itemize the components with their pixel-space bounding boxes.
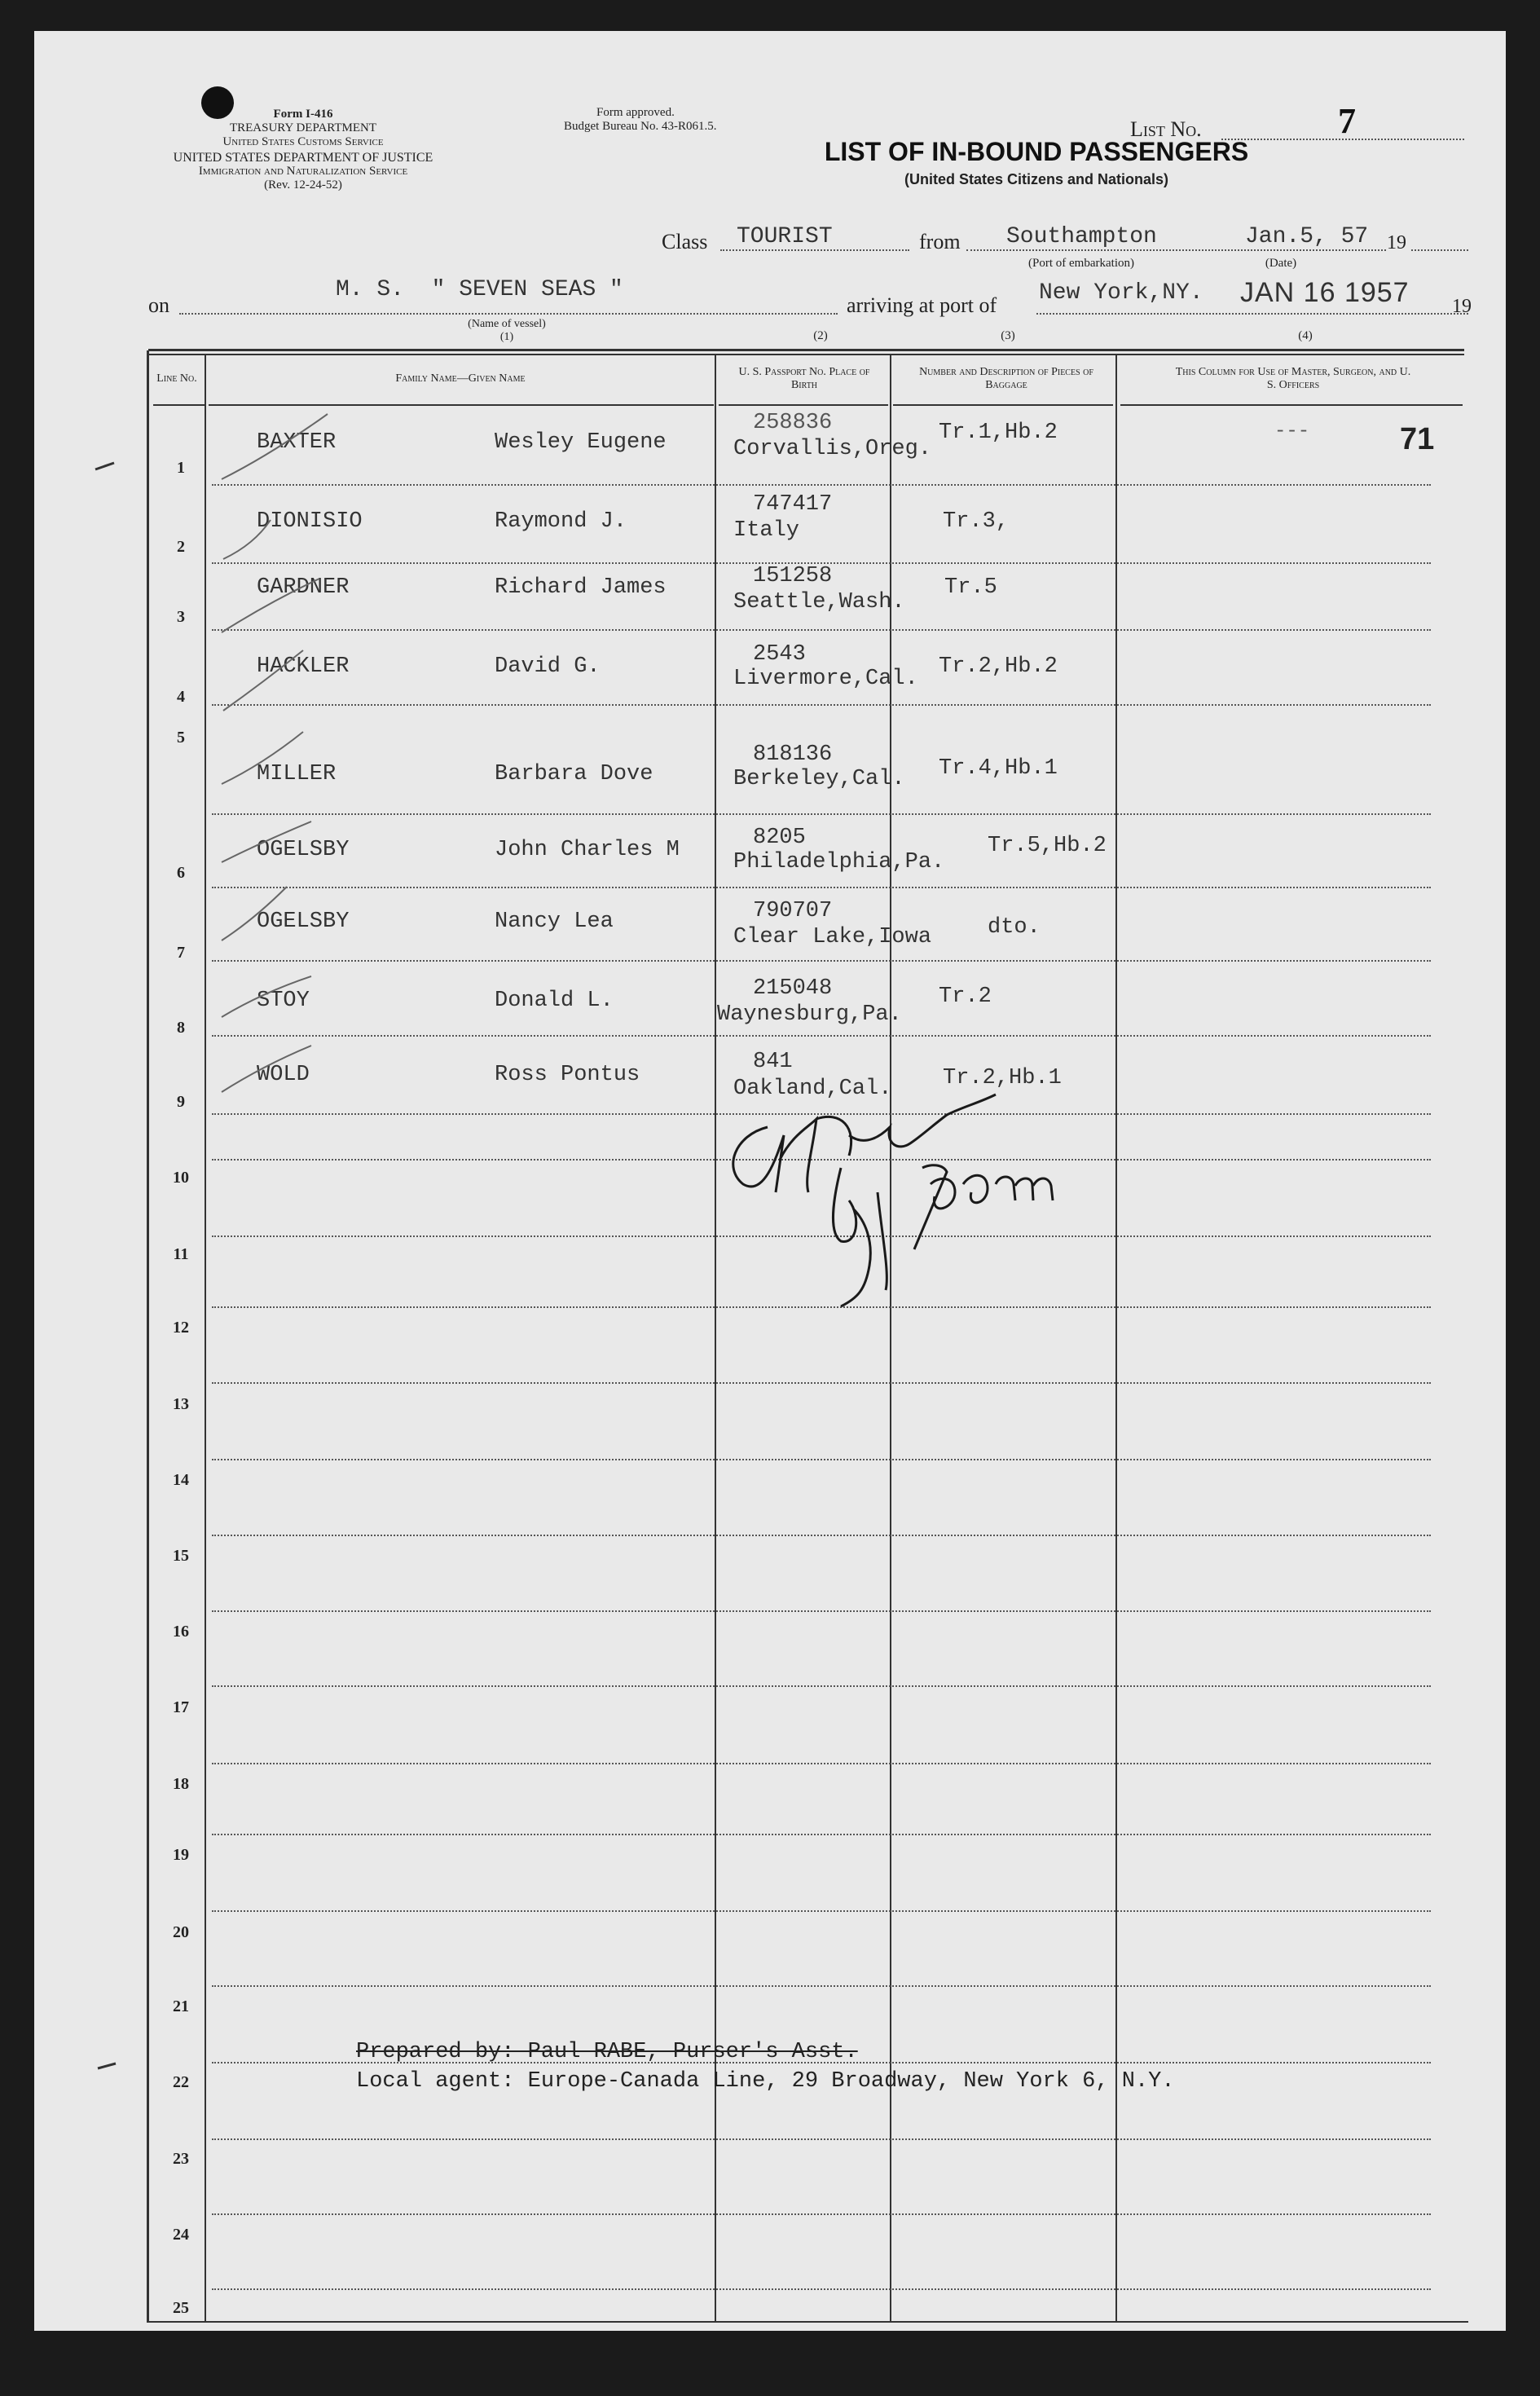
line-number: 2	[177, 538, 185, 556]
arrival-leader	[1036, 313, 1468, 315]
year-prefix-2: 19	[1452, 296, 1472, 317]
arriving-label: arriving at port of	[847, 293, 997, 317]
row-rule	[212, 704, 1431, 706]
ins-label: Immigration and Naturalization Service	[198, 165, 408, 178]
row-rule	[212, 2138, 1431, 2140]
row-rule	[212, 1459, 1431, 1460]
baggage: Tr.3,	[943, 509, 1010, 534]
birthplace: Seattle,Wash.	[733, 590, 905, 614]
year-leader-1	[1411, 249, 1468, 251]
local-agent: Local agent: Europe-Canada Line, 29 Broadway, New York 6, N.Y.	[356, 2069, 1175, 2094]
from-label: from	[919, 230, 961, 253]
col-header-passport: U. S. Passport No. Place of Birth	[738, 366, 870, 391]
list-no-label: List No.	[1130, 117, 1202, 141]
birthplace: Corvallis,Oreg.	[733, 437, 932, 461]
line-number: 22	[173, 2073, 189, 2091]
line-number: 19	[173, 1846, 189, 1864]
given-name: Donald L.	[495, 989, 614, 1013]
given-name: Raymond J.	[495, 509, 627, 534]
handwritten-signature	[719, 1078, 1061, 1315]
col-header-officers: This Column for Use of Master, Surgeon, and U. S. Officers	[1175, 366, 1411, 391]
col-header-baggage: Number and Description of Pieces of Baggage	[919, 366, 1093, 391]
officer-mark: ---	[1274, 421, 1310, 443]
col-header-name: Family Name—Given Name	[395, 372, 526, 385]
line-number: 14	[173, 1471, 189, 1489]
line-number: 21	[173, 1997, 189, 2015]
line-number: 11	[173, 1245, 189, 1263]
line-number: 6	[177, 864, 185, 882]
row-rule	[212, 813, 1431, 815]
agency-block	[132, 108, 474, 192]
treasury-label: TREASURY DEPARTMENT	[229, 121, 377, 134]
budget-label: Budget Bureau No. 43-R061.5.	[564, 120, 717, 133]
port-embarkation: Southampton	[1006, 224, 1157, 249]
vessel-name: M. S. " SEVEN SEAS "	[336, 277, 623, 302]
line-number: 4	[177, 688, 185, 706]
header-rule-4	[893, 404, 1113, 406]
row-rule	[212, 1382, 1431, 1384]
family-name: HACKLER	[257, 654, 350, 679]
passport-number: 747417	[753, 492, 833, 517]
given-name: Barbara Dove	[495, 762, 653, 786]
line-number: 18	[173, 1775, 189, 1793]
row-rule	[212, 2213, 1431, 2215]
family-name: STOY	[257, 989, 310, 1013]
baggage: Tr.2,Hb.1	[943, 1066, 1062, 1090]
passport-number: 2543	[753, 642, 806, 667]
check-marks	[173, 390, 385, 1107]
line-number: 10	[173, 1169, 189, 1187]
baggage: Tr.1,Hb.2	[939, 421, 1058, 445]
class-value: TOURIST	[737, 224, 833, 249]
family-name: MILLER	[257, 762, 337, 786]
on-label: on	[148, 293, 169, 317]
col-header-line-no: Line No.	[156, 372, 197, 385]
birthplace: Oakland,Cal.	[733, 1077, 892, 1101]
baggage: dto.	[988, 915, 1041, 940]
line-number: 20	[173, 1923, 189, 1941]
port-embark-caption: (Port of embarkation)	[1028, 257, 1134, 270]
baggage: Tr.2,Hb.2	[939, 654, 1058, 679]
approved-label: Form approved.	[596, 106, 675, 119]
passport-col-no: (2)	[813, 329, 828, 342]
document-page	[34, 31, 1506, 2331]
family-name: OGELSBY	[257, 838, 350, 862]
line-number: 23	[173, 2150, 189, 2168]
row-rule	[212, 1035, 1431, 1037]
list-number: 7	[1338, 101, 1356, 141]
line-number: 15	[173, 1547, 189, 1565]
year-prefix-1: 19	[1387, 232, 1406, 253]
passport-number: 818136	[753, 742, 833, 767]
line-number: 24	[173, 2226, 189, 2244]
passport-col-rule	[890, 355, 891, 2321]
row-rule	[212, 629, 1431, 631]
from-leader	[966, 249, 1386, 251]
birthplace: Waynesburg,Pa.	[717, 1002, 902, 1027]
given-name: David G.	[495, 654, 601, 679]
given-name: Nancy Lea	[495, 910, 614, 934]
row-rule	[212, 2288, 1431, 2290]
baggage-col-no: (3)	[1001, 329, 1015, 342]
birthplace: Philadelphia,Pa.	[733, 850, 945, 874]
line-number: 16	[173, 1623, 189, 1641]
passport-number: 790707	[753, 899, 833, 923]
baggage-col-rule	[1115, 355, 1117, 2321]
line-number: 12	[173, 1319, 189, 1337]
class-line	[662, 218, 1468, 254]
approval-block	[564, 106, 776, 134]
revision-label: (Rev. 12-24-52)	[264, 178, 342, 192]
vessel-caption	[425, 318, 588, 344]
vessel-line	[148, 277, 1472, 318]
embark-date: Jan.5, 57	[1245, 224, 1369, 249]
justice-label: UNITED STATES DEPARTMENT OF JUSTICE	[173, 151, 433, 165]
birthplace: Livermore,Cal.	[733, 667, 918, 691]
row-rule	[212, 1535, 1431, 1536]
passport-number: 8205	[753, 826, 806, 850]
given-name: Richard James	[495, 575, 667, 600]
arrival-stamp: JAN 16 1957	[1240, 277, 1410, 308]
row-rule	[212, 960, 1431, 962]
line-number: 9	[177, 1093, 185, 1111]
baggage: Tr.2	[939, 984, 992, 1009]
vessel-leader	[179, 313, 838, 315]
birthplace: Berkeley,Cal.	[733, 767, 905, 791]
line-number: 3	[177, 608, 185, 626]
passport-number: 841	[753, 1050, 793, 1074]
baggage: Tr.5,Hb.2	[988, 834, 1107, 858]
birthplace: Clear Lake,Iowa	[733, 925, 932, 949]
table-bottom-rule	[148, 2321, 1468, 2323]
vessel-caption-text: (Name of vessel)	[468, 318, 546, 330]
officers-col-no: (4)	[1298, 329, 1313, 342]
port-arrival: New York,NY.	[1039, 280, 1203, 306]
row-rule	[212, 1610, 1431, 1612]
given-name: Ross Pontus	[495, 1063, 640, 1087]
row-rule	[212, 1910, 1431, 1912]
page-title: LIST OF IN-BOUND PASSENGERS	[824, 137, 1249, 166]
passport-number: 258836	[753, 411, 833, 435]
line-number: 5	[177, 729, 185, 747]
date-caption: (Date)	[1265, 257, 1297, 270]
page-subtitle: (United States Citizens and Nationals)	[904, 171, 1169, 187]
header-rule-5	[1120, 404, 1463, 406]
line-number: 17	[173, 1698, 189, 1716]
customs-label: United States Customs Service	[222, 135, 384, 148]
row-rule	[212, 1763, 1431, 1764]
header-rule-3	[719, 404, 888, 406]
form-number: Form I-416	[273, 108, 333, 121]
family-name: WOLD	[257, 1063, 310, 1087]
line-number: 25	[173, 2299, 189, 2317]
marginal-number: 71	[1400, 422, 1435, 456]
class-label: Class	[662, 230, 708, 253]
margin-tick-marks	[91, 447, 132, 2077]
given-name: John Charles M	[495, 838, 680, 862]
passport-number: 215048	[753, 976, 833, 1001]
row-rule	[212, 1685, 1431, 1687]
family-name: DIONISIO	[257, 509, 363, 534]
given-name: Wesley Eugene	[495, 430, 667, 455]
family-name: BAXTER	[257, 430, 337, 455]
row-rule	[212, 484, 1431, 486]
passport-number: 151258	[753, 564, 833, 588]
name-col-rule	[715, 355, 716, 2321]
line-number: 13	[173, 1395, 189, 1413]
baggage: Tr.4,Hb.1	[939, 756, 1058, 781]
row-rule	[212, 887, 1431, 888]
line-number: 1	[177, 459, 185, 477]
birthplace: Italy	[733, 518, 800, 543]
row-rule	[212, 1834, 1431, 1835]
vessel-col-no: (1)	[499, 331, 514, 343]
family-name: GARDNER	[257, 575, 350, 600]
line-number: 7	[177, 944, 185, 962]
family-name: OGELSBY	[257, 910, 350, 934]
line-number: 8	[177, 1019, 185, 1037]
footer-block	[356, 2037, 1415, 2096]
class-leader	[720, 249, 909, 251]
baggage: Tr.5	[944, 575, 997, 600]
row-rule	[212, 1985, 1431, 1987]
prepared-by: Prepared by: Paul RABE, Purser's Asst.	[356, 2040, 858, 2064]
